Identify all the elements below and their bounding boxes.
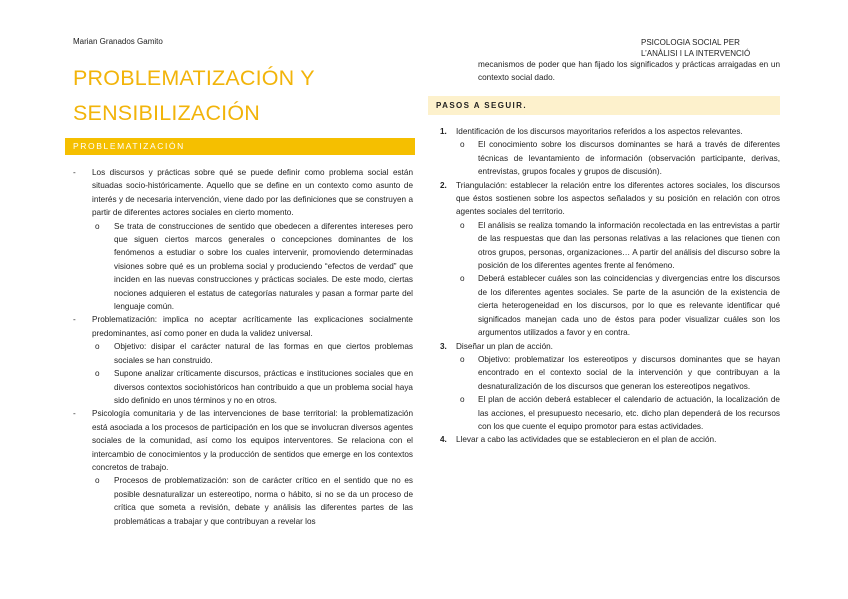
section-heading-label: PROBLEMATIZACIÓN [73,141,185,151]
bullet-item [73,166,413,220]
sub-step-item [436,353,780,393]
sub-step-item [436,393,780,433]
step-item [436,125,780,138]
sub-marker: o [460,354,465,364]
sub-step-item [436,138,780,178]
sub-step-item [436,272,780,339]
sub-bullet-text: Procesos de problematización: son de carácter crítico en el sentido que no es posible desnaturalizar un estereotipo, norma o hábito, si no se da un proceso de crítica que someta a revisión, debate y análisis las diferentes partes de las problemáticas a trabajar y que contribuyan a revelar los [114,476,413,526]
sub-marker: o [95,369,100,379]
sub-bullet-text: Se trata de construcciones de sentido que obedecen a diferentes intereses pero que siguen ciertos marcos generales o concepciones dominantes de los fenómenos a estudiar o sobre los cuales intervenir, promoviendo determinadas visiones sobre qué es un problema social y produciendo “efectos de verdad” que inciden en las nuevas construcciones y prácticas sociales. De este modo, ciertas nociones adquieren el estatus de categorías naturales y pasan a formar parte del lenguaje común. [114,221,413,312]
header-subject-line2: L’ANÀLISI I LA INTERVENCIÓ [641,49,751,58]
step-text: Llevar a cabo las actividades que se establecieron en el plan de acción. [456,435,717,445]
step-text: Diseñar un plan de acción. [456,341,553,351]
sub-marker: o [460,395,465,405]
step-item [436,340,780,353]
step-text: Triangulación: establecer la relación entre los diferentes actores sociales, los discursos que éstos sostienen sobre los aspectos señalados y su posición en relación con otros agentes sociales del territorio. [456,180,780,217]
page-title: PROBLEMATIZACIÓN Y SENSIBILIZACIÓN [73,66,315,125]
step-item [436,433,780,446]
right-continuation [478,58,780,85]
header-author: Marian Granados Gamito [73,37,163,46]
sub-marker: o [460,274,465,284]
sub-step-item [436,219,780,273]
left-column [73,166,413,528]
section-heading-label: PASOS A SEGUIR. [436,101,527,110]
sub-bullet-text: Objetivo: disipar el carácter natural de las formas en que ciertos problemas sociales se han construido. [114,342,413,365]
sub-bullet-item [73,367,413,407]
sub-step-text: El plan de acción deberá establecer el calendario de actuación, la localización de las acciones, el presupuesto necesario, etc. dicho plan dependerá de los recursos con los que cuente el equipo promotor para estas actividades. [478,395,780,431]
bullet-text: Problematización: implica no aceptar acríticamente las explicaciones socialmente predominantes, así como poner en duda la validez universal. [92,315,413,338]
section-heading-problematizacion [65,138,415,155]
step-number: 1. [440,127,447,136]
sub-bullet-item [73,340,413,367]
right-column [436,125,780,447]
sub-bullet-item [73,220,413,314]
header-subject [641,37,750,59]
continuation-text: mecanismos de poder que han fijado los significados y prácticas arraigadas en un contexto social dado. [478,60,780,83]
bullet-text: Los discursos y prácticas sobre qué se puede definir como problema social están situadas socio-históricamente. Aquello que se define en un contexto como asunto de interés y de necesaria intervención, viene dado por las definiciones que se construyen a partir de diferentes actores sociales en cierto momento. [92,168,413,218]
section-heading-pasos [428,96,780,115]
step-number: 2. [440,180,447,190]
dash-marker: - [73,315,76,325]
sub-step-text: Objetivo: problematizar los estereotipos y discursos dominantes que se hayan encontrado en el contexto social de la intervención y que contribuyan a la desnaturalización de los discursos que generan los estereotipos negativos. [478,354,780,391]
sub-marker: o [95,221,100,231]
sub-marker: o [95,476,100,486]
step-item [436,179,780,219]
sub-marker: o [460,140,465,150]
bullet-text: Psicología comunitaria y de las intervenciones de base territorial: la problematización está asociada a los procesos de participación en los que se involucran diversos agentes sociales de la comunidad, así como los equipos interventores. Se relaciona con el intercambio de conocimientos y la producción de sentidos que emerge en los contextos concretos de trabajo. [92,409,413,472]
sub-bullet-item [73,474,413,528]
step-number: 4. [440,435,447,445]
sub-bullet-text: Supone analizar críticamente discursos, prácticas e instituciones sociales que en diversos contextos sociohistóricos han contribuido a que un problema social haya sido definido en unos términos y no en otros. [114,369,413,405]
bullet-item [73,407,413,474]
dash-marker: - [73,168,76,177]
bullet-item [73,313,413,340]
sub-step-text: Deberá establecer cuáles son las coincidencias y divergencias entre los discursos de los diferentes agentes sociales. Se parte de la asunción de la existencia de cierta heterogeneidad en los discursos, por lo que es relevante identificar qué significados manejan cada uno de éstos para poder visualizar cuáles son los argumentos utilizados a favor y en contra. [478,274,780,338]
dash-marker: - [73,409,76,419]
header-subject-line1: PSICOLOGIA SOCIAL PER [641,38,740,47]
sub-marker: o [95,342,100,352]
step-number: 3. [440,341,447,351]
sub-step-text: El análisis se realiza tomando la información recolectada en las entrevistas a partir de las respuestas que dan las personas relativas a las relaciones que tienen con otros grupos, personas, organizaciones… A partir del análisis del discurso sobre la posición de los diferentes agentes frente al fenómeno. [478,220,780,271]
step-text: Identificación de los discursos mayoritarios referidos a los aspectos relevantes. [456,127,743,136]
sub-marker: o [460,220,465,230]
sub-step-text: El conocimiento sobre los discursos dominantes se hará a través de diferentes técnicas de levantamiento de información (observación participante, derivas, entrevistas, grupos focales y grupos de discusión). [478,140,780,177]
